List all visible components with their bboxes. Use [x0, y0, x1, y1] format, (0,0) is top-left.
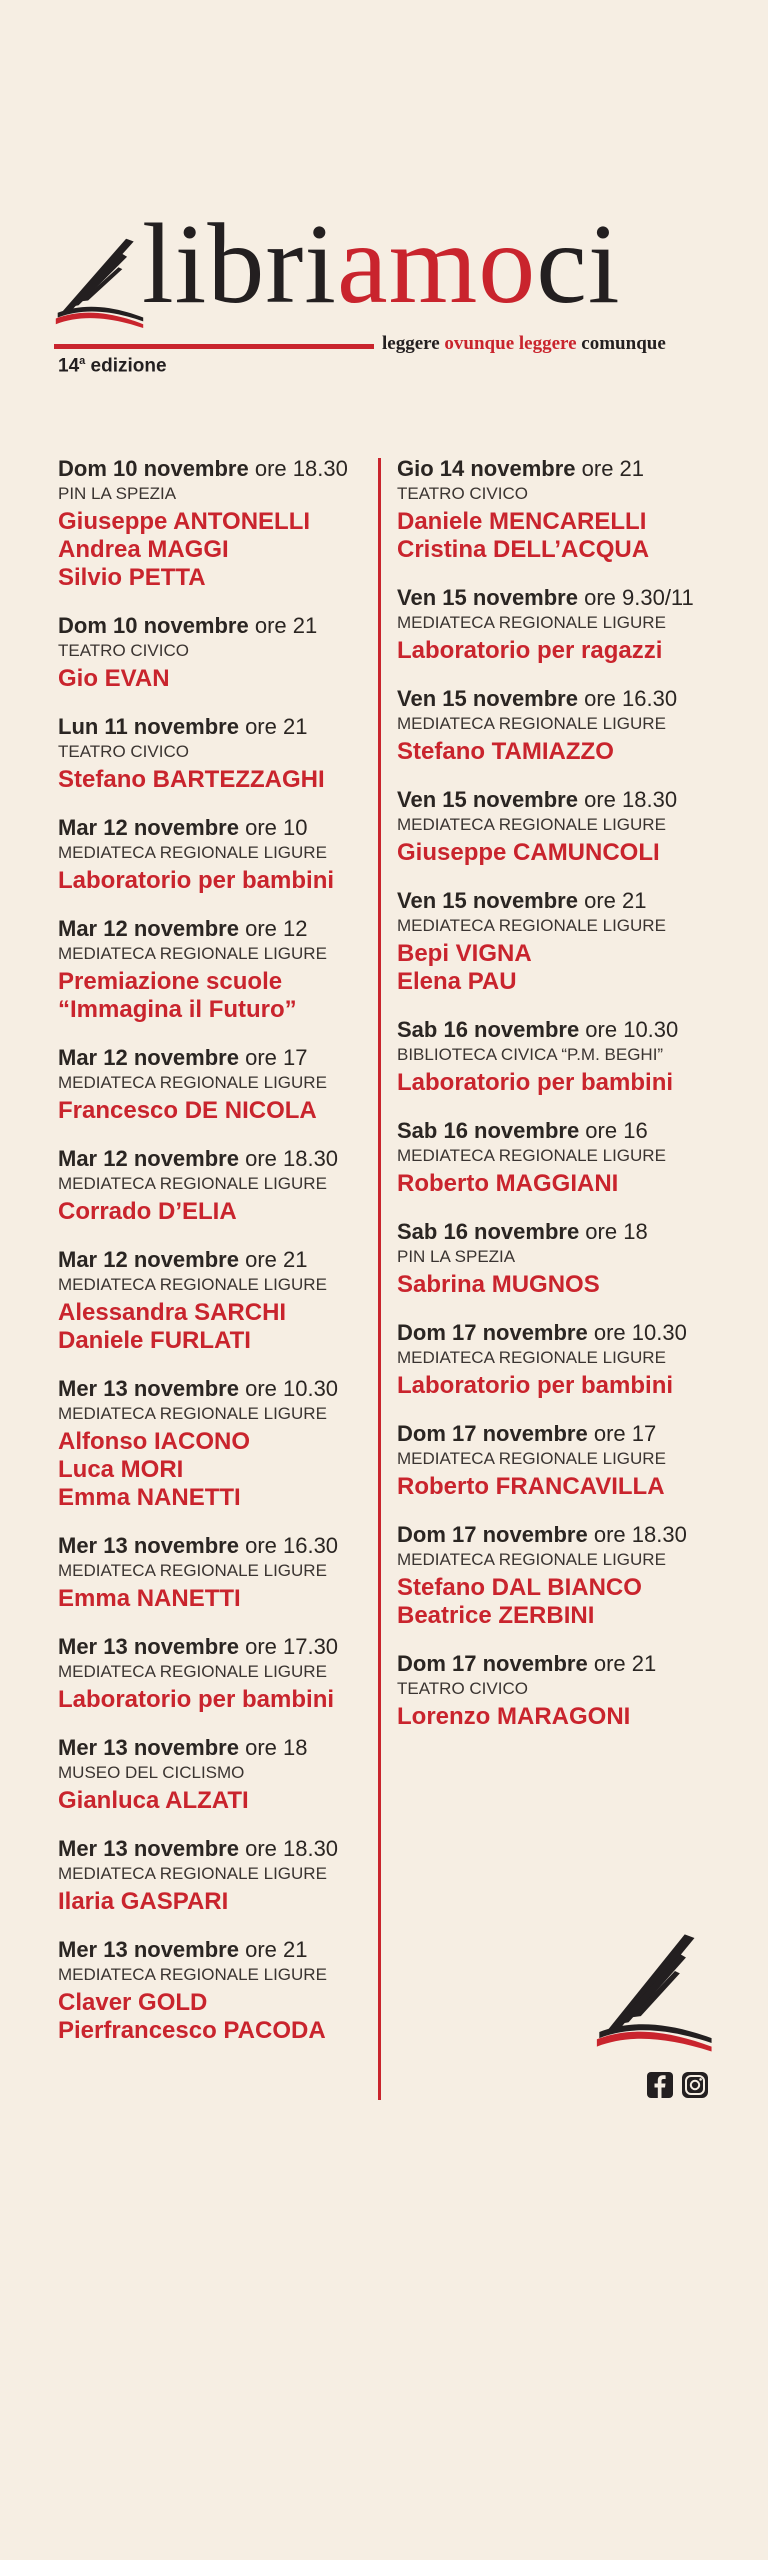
- event-time: ore 9.30/11: [577, 585, 694, 610]
- event-day: Ven 15 novembre: [397, 585, 578, 610]
- column-divider: [378, 458, 381, 2100]
- event-datetime: [58, 455, 388, 482]
- event-day: Mer 13 novembre: [58, 1376, 239, 1401]
- event-guest-name: Premiazione scuole: [58, 968, 283, 995]
- event-venue: MEDIATECA REGIONALE LIGURE: [58, 1561, 327, 1580]
- event-guest-name: Bepi VIGNA: [397, 940, 532, 967]
- event-time: ore 10.30: [238, 1376, 339, 1401]
- event-venue: MEDIATECA REGIONALE LIGURE: [58, 1404, 327, 1423]
- tagline-part-1: leggere: [382, 333, 445, 354]
- tagline-part-2: ovunque leggere: [444, 333, 577, 354]
- event-time: ore 17: [238, 1045, 308, 1070]
- festival-title: [142, 200, 621, 327]
- event-item: [58, 915, 388, 1024]
- event-venue: PIN LA SPEZIA: [397, 1247, 516, 1266]
- event-venue: MEDIATECA REGIONALE LIGURE: [397, 815, 666, 834]
- event-item: [58, 1246, 388, 1355]
- event-item: [58, 1734, 388, 1815]
- event-guest-name: Roberto MAGGIANI: [397, 1170, 619, 1197]
- event-time: ore 21: [248, 613, 318, 638]
- event-guest-name: Daniele MENCARELLI: [397, 508, 647, 535]
- event-guests: [58, 665, 388, 693]
- event-datetime: [397, 1650, 727, 1677]
- event-item: [397, 1016, 727, 1097]
- tagline-part-3: comunque: [576, 333, 666, 354]
- event-venue: MEDIATECA REGIONALE LIGURE: [397, 1146, 666, 1165]
- event-datetime: [58, 1246, 388, 1273]
- event-guest-name: Silvio PETTA: [58, 564, 206, 591]
- event-item: [58, 1145, 388, 1226]
- open-book-icon: [592, 1928, 714, 2053]
- event-guests: [58, 1686, 388, 1714]
- event-item: [58, 455, 388, 592]
- event-time: ore 18.30: [577, 787, 678, 812]
- event-guests: [397, 1170, 727, 1198]
- event-venue: MEDIATECA REGIONALE LIGURE: [58, 1662, 327, 1681]
- event-time: ore 18: [238, 1735, 308, 1760]
- event-item: [58, 1375, 388, 1512]
- event-venue: MEDIATECA REGIONALE LIGURE: [397, 613, 666, 632]
- event-datetime: [397, 685, 727, 712]
- event-guests: [397, 1372, 727, 1400]
- event-guests: [58, 1787, 388, 1815]
- event-item: [397, 1521, 727, 1630]
- event-guest-name: Laboratorio per bambini: [397, 1372, 674, 1399]
- event-day: Sab 16 novembre: [397, 1219, 580, 1244]
- event-day: Dom 17 novembre: [397, 1421, 588, 1446]
- event-venue: MEDIATECA REGIONALE LIGURE: [58, 1174, 327, 1193]
- event-venue: MEDIATECA REGIONALE LIGURE: [58, 1864, 327, 1883]
- event-day: Sab 16 novembre: [397, 1118, 580, 1143]
- event-day: Dom 17 novembre: [397, 1651, 588, 1676]
- event-guest-name: “Immagina il Futuro”: [58, 996, 297, 1023]
- edition-label: [58, 355, 167, 377]
- event-guest-name: Alfonso IACONO: [58, 1428, 250, 1455]
- event-guest-name: Lorenzo MARAGONI: [397, 1703, 631, 1730]
- event-day: Dom 17 novembre: [397, 1320, 588, 1345]
- event-venue: PIN LA SPEZIA: [58, 484, 177, 503]
- event-day: Sab 16 novembre: [397, 1017, 580, 1042]
- event-guests: [397, 637, 727, 665]
- event-datetime: [397, 584, 727, 611]
- event-guest-name: Alessandra SARCHI: [58, 1299, 287, 1326]
- event-guests: [58, 1428, 388, 1512]
- event-time: ore 16.30: [238, 1533, 339, 1558]
- event-day: Mar 12 novembre: [58, 1045, 239, 1070]
- event-guests: [58, 766, 388, 794]
- event-time: ore 12: [238, 916, 308, 941]
- event-item: [58, 713, 388, 794]
- program-column-left: [58, 455, 388, 2065]
- event-item: [397, 786, 727, 867]
- event-venue: MEDIATECA REGIONALE LIGURE: [397, 916, 666, 935]
- event-guest-name: Emma NANETTI: [58, 1484, 241, 1511]
- event-datetime: [58, 814, 388, 841]
- event-item: [58, 1044, 388, 1125]
- event-guest-name: Ilaria GASPARI: [58, 1888, 229, 1915]
- event-guests: [397, 1069, 727, 1097]
- event-guest-name: Gianluca ALZATI: [58, 1787, 249, 1814]
- event-guest-name: Francesco DE NICOLA: [58, 1097, 317, 1124]
- event-item: [58, 1532, 388, 1613]
- event-guest-name: Cristina DELL’ACQUA: [397, 536, 650, 563]
- event-datetime: [58, 1145, 388, 1172]
- event-venue: TEATRO CIVICO: [58, 641, 189, 660]
- event-time: ore 17: [587, 1421, 657, 1446]
- event-guests: [58, 1585, 388, 1613]
- event-guests: [58, 1097, 388, 1125]
- event-guests: [397, 940, 727, 996]
- event-guest-name: Laboratorio per bambini: [58, 867, 335, 894]
- event-item: [397, 455, 727, 564]
- event-guests: [58, 1198, 388, 1226]
- event-time: ore 18.30: [248, 456, 348, 481]
- event-item: [58, 612, 388, 693]
- event-datetime: [58, 1532, 388, 1559]
- event-guest-name: Claver GOLD: [58, 1989, 208, 2016]
- event-datetime: [58, 1044, 388, 1071]
- event-venue: MEDIATECA REGIONALE LIGURE: [58, 1275, 327, 1294]
- event-day: Mer 13 novembre: [58, 1836, 239, 1861]
- event-time: ore 18.30: [238, 1836, 339, 1861]
- event-item: [58, 814, 388, 895]
- event-guest-name: Beatrice ZERBINI: [397, 1602, 595, 1629]
- event-venue: MEDIATECA REGIONALE LIGURE: [397, 714, 666, 733]
- event-item: [58, 1835, 388, 1916]
- event-item: [397, 1319, 727, 1400]
- event-datetime: [58, 915, 388, 942]
- event-time: ore 18.30: [238, 1146, 339, 1171]
- event-guest-name: Daniele FURLATI: [58, 1327, 251, 1354]
- event-day: Mer 13 novembre: [58, 1937, 239, 1962]
- event-datetime: [58, 1633, 388, 1660]
- event-datetime: [58, 1734, 388, 1761]
- event-day: Gio 14 novembre: [397, 456, 576, 481]
- facebook-icon[interactable]: [647, 2072, 673, 2098]
- event-datetime: [58, 1375, 388, 1402]
- event-time: ore 21: [238, 714, 308, 739]
- event-guest-name: Pierfrancesco PACODA: [58, 2017, 326, 2044]
- event-datetime: [397, 1420, 727, 1447]
- event-guests: [397, 1271, 727, 1299]
- edition-suffix: a: [79, 355, 86, 367]
- header: [0, 200, 768, 385]
- event-day: Mar 12 novembre: [58, 1247, 239, 1272]
- event-day: Mar 12 novembre: [58, 916, 239, 941]
- event-item: [58, 1633, 388, 1714]
- event-time: ore 10.30: [587, 1320, 687, 1345]
- event-day: Mer 13 novembre: [58, 1634, 239, 1659]
- event-day: Mar 12 novembre: [58, 1146, 239, 1171]
- event-item: [397, 1420, 727, 1501]
- event-guests: [397, 1574, 727, 1630]
- event-venue: MEDIATECA REGIONALE LIGURE: [397, 1449, 666, 1468]
- open-book-icon: [52, 233, 147, 328]
- event-datetime: [58, 612, 388, 639]
- title-ci: ci: [536, 200, 621, 327]
- event-guest-name: Laboratorio per bambini: [397, 1069, 674, 1096]
- event-day: Dom 10 novembre: [58, 613, 249, 638]
- event-guests: [397, 1473, 727, 1501]
- event-day: Lun 11 novembre: [58, 714, 239, 739]
- event-guest-name: Giuseppe CAMUNCOLI: [397, 839, 660, 866]
- event-guest-name: Giuseppe ANTONELLI: [58, 508, 311, 535]
- event-item: [397, 1218, 727, 1299]
- instagram-icon[interactable]: [682, 2072, 708, 2098]
- event-time: ore 10.30: [579, 1017, 679, 1042]
- event-time: ore 21: [587, 1651, 657, 1676]
- program-column-right: [397, 455, 727, 1751]
- event-guests: [58, 867, 388, 895]
- event-datetime: [397, 1319, 727, 1346]
- tagline: [382, 333, 666, 355]
- event-day: Ven 15 novembre: [397, 888, 578, 913]
- event-item: [397, 1117, 727, 1198]
- event-guests: [58, 1989, 388, 2045]
- event-time: ore 16: [579, 1118, 648, 1143]
- event-guest-name: Stefano TAMIAZZO: [397, 738, 614, 765]
- event-guest-name: Laboratorio per ragazzi: [397, 637, 663, 664]
- event-venue: MEDIATECA REGIONALE LIGURE: [58, 1073, 327, 1092]
- event-venue: TEATRO CIVICO: [397, 484, 528, 503]
- event-guest-name: Roberto FRANCAVILLA: [397, 1473, 665, 1500]
- event-item: [58, 1936, 388, 2045]
- event-venue: TEATRO CIVICO: [58, 742, 189, 761]
- event-day: Mer 13 novembre: [58, 1533, 239, 1558]
- title-amo: amo: [336, 200, 537, 327]
- event-datetime: [397, 887, 727, 914]
- event-time: ore 21: [238, 1247, 308, 1272]
- event-time: ore 21: [575, 456, 645, 481]
- event-guest-name: Luca MORI: [58, 1456, 184, 1483]
- event-guests: [58, 1888, 388, 1916]
- event-guest-name: Stefano DAL BIANCO: [397, 1574, 642, 1601]
- event-venue: MEDIATECA REGIONALE LIGURE: [58, 843, 327, 862]
- event-time: ore 18.30: [587, 1522, 687, 1547]
- event-venue: TEATRO CIVICO: [397, 1679, 528, 1698]
- event-guest-name: Andrea MAGGI: [58, 536, 229, 563]
- event-day: Mer 13 novembre: [58, 1735, 239, 1760]
- event-guests: [58, 1299, 388, 1355]
- event-guests: [397, 508, 727, 564]
- event-guests: [397, 839, 727, 867]
- event-datetime: [397, 1117, 727, 1144]
- edition-text: edizione: [85, 355, 167, 377]
- event-venue: MEDIATECA REGIONALE LIGURE: [397, 1348, 666, 1367]
- event-item: [397, 887, 727, 996]
- event-day: Dom 10 novembre: [58, 456, 249, 481]
- event-datetime: [58, 713, 388, 740]
- event-time: ore 10: [238, 815, 308, 840]
- event-guest-name: Emma NANETTI: [58, 1585, 241, 1612]
- event-datetime: [58, 1835, 388, 1862]
- event-time: ore 21: [238, 1937, 308, 1962]
- event-venue: MUSEO DEL CICLISMO: [58, 1763, 245, 1782]
- event-day: Dom 17 novembre: [397, 1522, 588, 1547]
- event-datetime: [397, 1218, 727, 1245]
- event-datetime: [397, 786, 727, 813]
- title-underline: [54, 344, 374, 349]
- event-guest-name: Laboratorio per bambini: [58, 1686, 335, 1713]
- event-datetime: [397, 1016, 727, 1043]
- event-datetime: [397, 1521, 727, 1548]
- event-guests: [397, 1703, 727, 1731]
- event-venue: MEDIATECA REGIONALE LIGURE: [58, 1965, 327, 1984]
- event-item: [397, 685, 727, 766]
- event-day: Ven 15 novembre: [397, 686, 578, 711]
- event-venue: MEDIATECA REGIONALE LIGURE: [58, 944, 327, 963]
- edition-number: 14: [58, 355, 80, 377]
- title-libri: libri: [142, 200, 337, 327]
- event-guests: [58, 968, 388, 1024]
- event-datetime: [58, 1936, 388, 1963]
- event-day: Ven 15 novembre: [397, 787, 578, 812]
- event-time: ore 21: [577, 888, 647, 913]
- event-item: [397, 584, 727, 665]
- event-guest-name: Stefano BARTEZZAGHI: [58, 766, 325, 793]
- event-venue: BIBLIOTECA CIVICA “P.M. BEGHI”: [397, 1045, 664, 1064]
- event-guest-name: Sabrina MUGNOS: [397, 1271, 600, 1298]
- event-guest-name: Elena PAU: [397, 968, 517, 995]
- event-guests: [397, 738, 727, 766]
- event-time: ore 18: [579, 1219, 648, 1244]
- event-venue: MEDIATECA REGIONALE LIGURE: [397, 1550, 666, 1569]
- event-guest-name: Corrado D’ELIA: [58, 1198, 237, 1225]
- event-guest-name: Gio EVAN: [58, 665, 170, 692]
- event-datetime: [397, 455, 727, 482]
- event-guests: [58, 508, 388, 592]
- event-time: ore 16.30: [577, 686, 678, 711]
- event-time: ore 17.30: [238, 1634, 339, 1659]
- event-item: [397, 1650, 727, 1731]
- event-day: Mar 12 novembre: [58, 815, 239, 840]
